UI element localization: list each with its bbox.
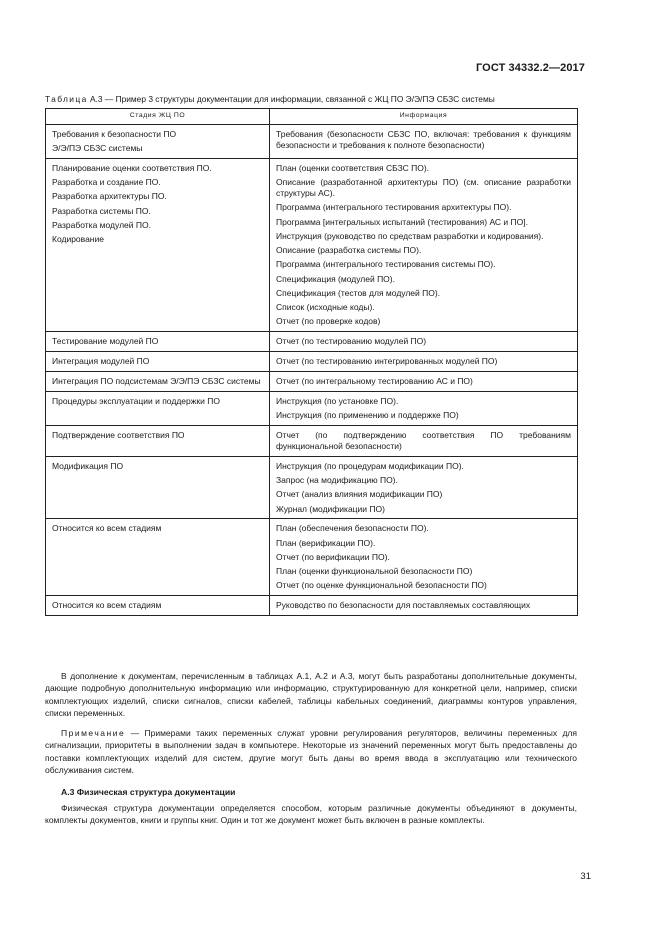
column-header-stage: Стадия ЖЦ ПО [46, 109, 270, 125]
stage-text: Разработка архитектуры ПО. [52, 191, 167, 202]
info-text: Описание (разработанной архитектуры ПО) (см. описание разработки структуры АС). [276, 177, 571, 198]
table-row [46, 456, 578, 519]
stage-cell [46, 596, 270, 616]
info-text: Отчет (по тестированию модулей ПО) [276, 336, 427, 347]
table-caption-text: А.3 — Пример 3 структуры документации для информации, связанной с ЖЦ ПО Э/Э/ПЭ СБЗС системы [87, 94, 495, 104]
info-text: Программа (интегрального тестирования архитектуры ПО). [276, 202, 512, 213]
info-text: Инструкция (по применению и поддержке ПО) [276, 410, 459, 421]
stage-cell [46, 426, 270, 457]
info-text: Отчет (по подтверждению соответствия ПО требованиям функциональной безопасности) [276, 430, 571, 451]
additional-documents-paragraph: В дополнение к документам, перечисленным в таблицах А.1, А.2 и А.3, могут быть разработаны дополнительные документы, дающие подробную дополнительную информацию или информацию, структурированную для конкретной цели, например, списки комплектующих изделий, списки сигналов, списки кабелей, таблицы кабельных соединений, диаграммы контуров управления, списки переменных. [45, 671, 577, 719]
table-row [46, 596, 578, 616]
stage-text: Модификация ПО [52, 460, 124, 471]
table-row [46, 519, 578, 596]
stage-text: Интеграция модулей ПО [52, 356, 150, 367]
info-text: Инструкция (по процедурам модификации ПО). [276, 460, 464, 471]
info-text: Требования (безопасности СБЗС ПО, включая: требования к функциям безопасности и требования к полноте безопасности) [276, 128, 571, 150]
info-text: Запрос (на модификацию ПО). [276, 475, 398, 486]
info-cell [270, 124, 578, 158]
table-row [46, 124, 578, 158]
stage-cell [46, 124, 270, 158]
info-cell [270, 519, 578, 596]
stage-cell [46, 456, 270, 519]
info-cell [270, 596, 578, 616]
info-text: Описание (разработка системы ПО). [276, 245, 422, 256]
note-label: Примечание [61, 728, 126, 738]
info-text: План (обеспечения безопасности ПО). [276, 523, 429, 534]
info-text: План (оценки соответствия СБЗС ПО). [276, 162, 430, 173]
table-header-row [46, 109, 578, 125]
stage-text: Тестирование модулей ПО [52, 336, 159, 347]
documentation-structure-table [45, 108, 578, 616]
standard-id: ГОСТ 34332.2—2017 [475, 62, 585, 74]
stage-cell [46, 158, 270, 331]
table-row [46, 158, 578, 331]
table-caption-label: Таблица [45, 94, 88, 104]
info-text: Отчет (анализ влияния модификации ПО) [276, 489, 443, 500]
info-text: План (верификации ПО). [276, 537, 376, 548]
info-text: Отчет (по оценке функциональной безопасности ПО) [276, 580, 487, 591]
info-text: Список (исходные коды). [276, 302, 375, 313]
physical-structure-paragraph: Физическая структура документации определяется способом, которым различные документы объединяют в документы, комплекты документов, книги и группы книг. Один и тот же документ может быть включен в разные комплекты. [45, 803, 577, 826]
info-text: Программа (интегрального тестирования системы ПО). [276, 259, 496, 270]
stage-text: Подтверждение соответствия ПО [52, 430, 185, 440]
stage-text: Кодирование [52, 234, 104, 245]
note-text: — Примерами таких переменных служат уровни регулирования регуляторов, величины переменных для сигнализации, приоритеты в выполнении задач в компьютере. Некоторые из значений переменных могут быть предоставлены до поставки комплектующих изделий для систем, другие могут быть даны во время ввода в эксплуатацию или технического обслуживания систем. [45, 728, 577, 776]
info-cell [270, 371, 578, 391]
stage-text: Э/Э/ПЭ СБЗС системы [52, 142, 143, 153]
info-text: Журнал (модификации ПО) [276, 503, 385, 514]
table-row [46, 371, 578, 391]
info-text: Инструкция (по установке ПО). [276, 395, 399, 406]
stage-cell [46, 352, 270, 372]
stage-text: Относится ко всем стадиям [52, 600, 162, 611]
info-cell [270, 456, 578, 519]
stage-text: Требования к безопасности ПО [52, 128, 177, 139]
stage-cell [46, 391, 270, 425]
info-cell [270, 426, 578, 457]
table-caption [45, 94, 591, 104]
info-text: Спецификация (модулей ПО). [276, 273, 395, 284]
info-text: Программа [интегральных испытаний (тестирования) АС и ПО]. [276, 216, 528, 227]
table-body [46, 124, 578, 616]
stage-cell [46, 371, 270, 391]
stage-cell [46, 332, 270, 352]
table-row [46, 332, 578, 352]
table-row [46, 391, 578, 425]
page-number: 31 [580, 871, 591, 882]
stage-text: Разработка модулей ПО. [52, 219, 151, 230]
info-text: План (оценки функциональной безопасности ПО) [276, 566, 473, 577]
stage-text: Процедуры эксплуатации и поддержки ПО [52, 395, 220, 406]
info-cell [270, 391, 578, 425]
info-text: Руководство по безопасности для поставляемых составляющих [276, 600, 531, 611]
table-row [46, 426, 578, 457]
stage-text: Интеграция ПО подсистемам Э/Э/ПЭ СБЗС системы [52, 375, 261, 386]
info-cell [270, 352, 578, 372]
stage-text: Разработка системы ПО. [52, 205, 151, 216]
info-cell [270, 332, 578, 352]
info-text: Отчет (по интегральному тестированию АС и ПО) [276, 375, 473, 386]
stage-cell [46, 519, 270, 596]
stage-text: Относится ко всем стадиям [52, 523, 162, 534]
info-text: Спецификация (тестов для модулей ПО). [276, 287, 441, 298]
info-text: Отчет (по проверке кодов) [276, 316, 381, 327]
info-text: Отчет (по верификации ПО). [276, 551, 390, 562]
section-heading: А.3 Физическая структура документации [61, 787, 236, 797]
note-paragraph [45, 727, 577, 777]
info-cell [270, 158, 578, 331]
info-text: Инструкция (руководство по средствам разработки и кодирования). [276, 230, 544, 241]
info-text: Отчет (по тестированию интегрированных модулей ПО) [276, 356, 498, 367]
table-row [46, 352, 578, 372]
stage-text: Планирование оценки соответствия ПО. [52, 162, 212, 173]
column-header-info: Информация [270, 109, 578, 125]
stage-text: Разработка и создание ПО. [52, 177, 161, 188]
